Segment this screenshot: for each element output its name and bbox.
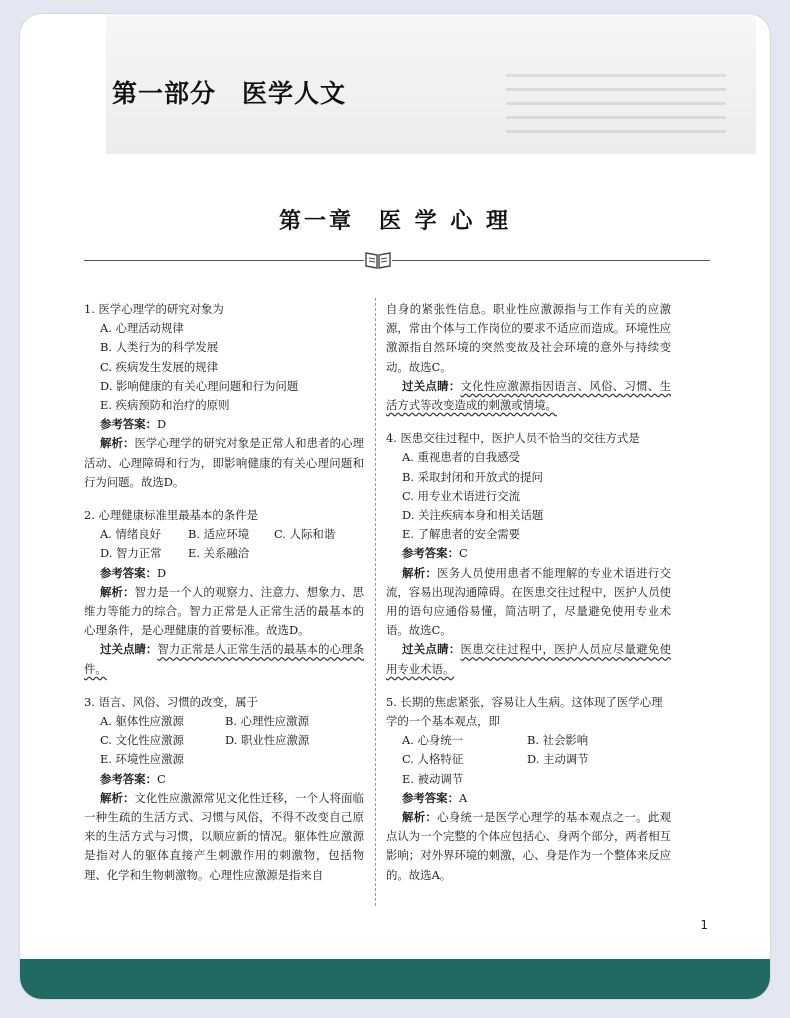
q4-option-a: A. 重视患者的自我感受	[402, 450, 520, 465]
q4-option-c: C. 用专业术语进行交流	[402, 488, 521, 503]
q3-analysis: 解析：文化性应激源常见文化性迁移，一个人将面临一种生疏的生活方式、习惯与风俗，不得不改变自己原来的生活方式与习惯，以顺应新的情况。躯体性应激源是指对人的躯体直接产生刺激作用的刺激物，包括物理、化学和生物刺激物。心理性应激源是指来自	[84, 790, 364, 882]
q3-option-c: C. 文化性应激源	[100, 733, 184, 748]
q1-answer: 参考答案：D	[100, 417, 167, 432]
q1-option-a: A. 心理活动规律	[100, 321, 184, 336]
chapter-title: 第一章 医 学 心 理	[279, 209, 511, 234]
page-number: 1	[700, 918, 708, 932]
part-title: 第一部分 医学人文	[112, 79, 347, 108]
banner-texture	[506, 74, 726, 134]
q1-analysis: 解析：医学心理学的研究对象是正常人和患者的心理活动、心理障碍和行为，即影响健康的有关心理问题和行为问题。故选D。	[84, 436, 364, 489]
q2-analysis: 解析：智力是一个人的观察力、注意力、想象力、思维力等能力的综合。智力正常是人正常生活的最基本的心理条件，是心理健康的首要标准。故选D。	[84, 584, 364, 638]
left-column	[84, 300, 364, 885]
q3-options-row1	[100, 712, 364, 731]
q3-answer: 参考答案：C	[100, 771, 166, 786]
q3-option-d: D. 职业性应激源	[225, 733, 310, 748]
q2-answer: 参考答案：D	[100, 565, 167, 580]
q1-option-e: E. 疾病预防和治疗的原则	[100, 398, 230, 413]
open-book-icon	[364, 250, 392, 270]
q4-answer: 参考答案：C	[402, 546, 468, 561]
q5-answer: 参考答案：A	[402, 790, 468, 805]
chapter-divider	[84, 260, 710, 261]
q4-analysis: 解析：医务人员使用患者不能理解的专业术语进行交流，容易出现沟通障碍。在医患交往过程中，医护人员使用的语句应通俗易懂，简洁明了，尽量避免使用专业术语。故选C。	[386, 565, 671, 638]
column-divider	[375, 298, 376, 906]
q2-options-row1	[100, 525, 364, 544]
q4-option-e: E. 了解患者的安全需要	[402, 527, 521, 542]
question-5-stem: 5. 长期的焦虑紧张，容易让人生病。这体现了医学心理学的一个基本观点，即	[386, 694, 663, 729]
q2-option-d: D. 智力正常	[100, 546, 162, 561]
q5-options-row2	[402, 750, 671, 769]
q4-option-d: D. 关注疾病本身和相关话题	[402, 508, 544, 523]
q1-option-c: C. 疾病发生发展的规律	[100, 359, 219, 374]
q3-options-row3	[100, 750, 364, 769]
q3-analysis-continued: 自身的紧张性信息。职业性应激源指与工作有关的应激源，常由个体与工作岗位的要求不适应而造成。环境性应激源指自然环境的突然变故及社会环境的意外与持续变动。故选C。	[386, 302, 671, 374]
q5-option-e: E. 被动调节	[402, 771, 464, 786]
question-4-stem: 4. 医患交往过程中，医护人员不恰当的交往方式是	[386, 431, 640, 446]
q2-option-b: B. 适应环境	[188, 527, 250, 542]
q2-option-a: A. 情绪良好	[100, 527, 162, 542]
q5-analysis: 解析：心身统一是医学心理学的基本观点之一。此观点认为一个完整的个体应包括心、身两个部分，两者相互影响；对外界环境的刺激，心、身是作为一个整体来反应的。故选A。	[386, 810, 671, 882]
q1-option-d: D. 影响健康的有关心理问题和行为问题	[100, 378, 299, 393]
q2-option-c: C. 人际和谐	[274, 527, 336, 542]
q3-option-e: E. 环境性应激源	[100, 752, 184, 767]
question-3-stem: 3. 语言、风俗、习惯的改变，属于	[84, 694, 258, 709]
q3-option-b: B. 心理性应激源	[225, 714, 309, 729]
q5-options-row3	[402, 770, 671, 789]
q2-options-row2	[100, 544, 364, 563]
q5-option-b: B. 社会影响	[527, 733, 589, 748]
right-column	[386, 300, 671, 885]
question-2-stem: 2. 心理健康标准里最基本的条件是	[84, 508, 258, 523]
q4-key-point: 过关点睛：医患交往过程中，医护人员应尽量避免使用专业术语。	[386, 642, 671, 676]
q5-option-a: A. 心身统一	[402, 733, 464, 748]
q3-options-row2	[100, 731, 364, 750]
q2-option-e: E. 关系融洽	[188, 546, 250, 561]
q4-option-b: B. 采取封闭和开放式的提问	[402, 469, 543, 484]
q1-option-b: B. 人类行为的科学发展	[100, 340, 219, 355]
q2-key-point: 过关点睛：智力正常是人正常生活的最基本的心理条件。	[84, 642, 364, 676]
q5-options-row1	[402, 731, 671, 750]
q5-option-d: D. 主动调节	[527, 752, 589, 767]
q3-key-point: 过关点睛：文化性应激源指因语言、风俗、习惯、生活方式等改变造成的刺激或情境。	[386, 378, 671, 413]
q3-option-a: A. 躯体性应激源	[100, 714, 184, 729]
footer-band	[20, 959, 770, 999]
question-1-stem: 1. 医学心理学的研究对象为	[84, 302, 224, 316]
q5-option-c: C. 人格特征	[402, 752, 464, 767]
